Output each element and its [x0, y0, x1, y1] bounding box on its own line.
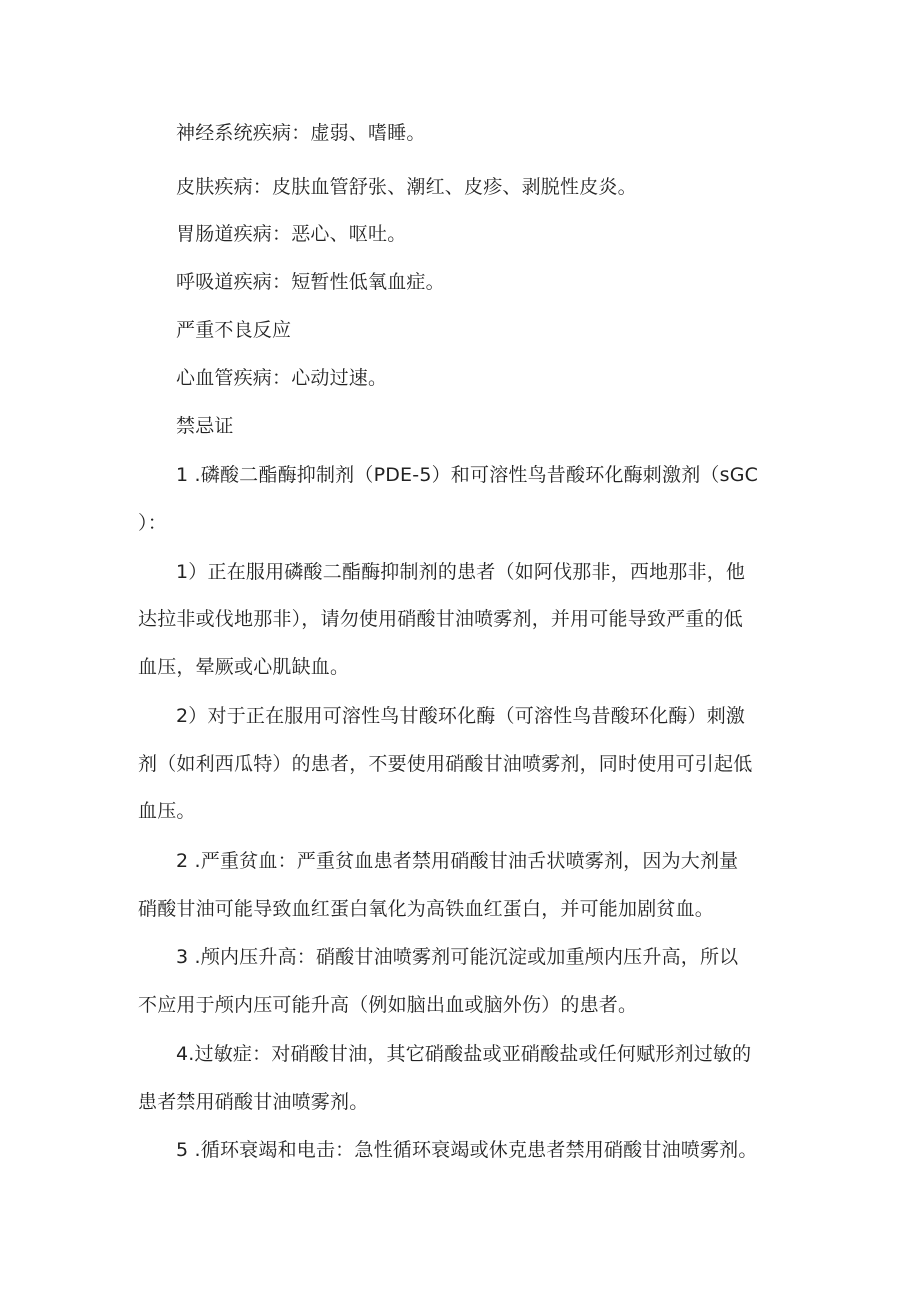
text-line: 4.过敏症：对硝酸甘油，其它硝酸盐或亚硝酸盐或任何赋形剂过敏的: [176, 1043, 752, 1065]
text-line: ）：: [138, 512, 167, 534]
text-line: 皮肤疾病：皮肤血管舒张、潮红、皮疹、剥脱性皮炎。: [176, 176, 637, 198]
text-line: 血压。: [138, 800, 196, 822]
text-line: 不应用于颅内压可能升高（例如脑出血或脑外伤）的患者。: [138, 994, 638, 1016]
text-line: 1）正在服用磷酸二酯酶抑制剂的患者（如阿伐那非，西地那非，他: [176, 561, 746, 583]
text-line: 2 .严重贫血：严重贫血患者禁用硝酸甘油舌状喷雾剂，因为大剂量: [176, 850, 739, 872]
text-line: 1 .磷酸二酯酶抑制剂（PDE-5）和可溶性鸟昔酸环化酶刺激剂（sGC: [176, 464, 759, 486]
text-line: 胃肠道疾病：恶心、呕吐。: [176, 223, 407, 245]
text-line: 血压，晕厥或心肌缺血。: [138, 656, 350, 678]
text-line: 神经系统疾病：虚弱、嗜睡。: [176, 122, 426, 144]
text-line: 心血管疾病：心动过速。: [176, 367, 388, 389]
text-line: 5 .循环衰竭和电击：急性循环衰竭或休克患者禁用硝酸甘油喷雾剂。: [176, 1139, 758, 1161]
text-line: 剂（如利西瓜特）的患者，不要使用硝酸甘油喷雾剂，同时使用可引起低: [138, 753, 753, 775]
text-line: 患者禁用硝酸甘油喷雾剂。: [138, 1091, 369, 1113]
text-line: 呼吸道疾病：短暂性低氧血症。: [176, 271, 445, 293]
text-line: 3 .颅内压升高：硝酸甘油喷雾剂可能沉淀或加重颅内压升高，所以: [176, 946, 739, 968]
section-heading: 禁忌证: [176, 415, 234, 437]
section-heading: 严重不良反应: [176, 319, 292, 341]
text-line: 硝酸甘油可能导致血红蛋白氧化为高铁血红蛋白，并可能加剧贫血。: [138, 898, 715, 920]
text-line: 达拉非或伐地那非），请勿使用硝酸甘油喷雾剂，并用可能导致严重的低: [138, 608, 743, 630]
text-line: 2）对于正在服用可溶性鸟甘酸环化酶（可溶性鸟昔酸环化酶）刺激: [176, 705, 746, 727]
